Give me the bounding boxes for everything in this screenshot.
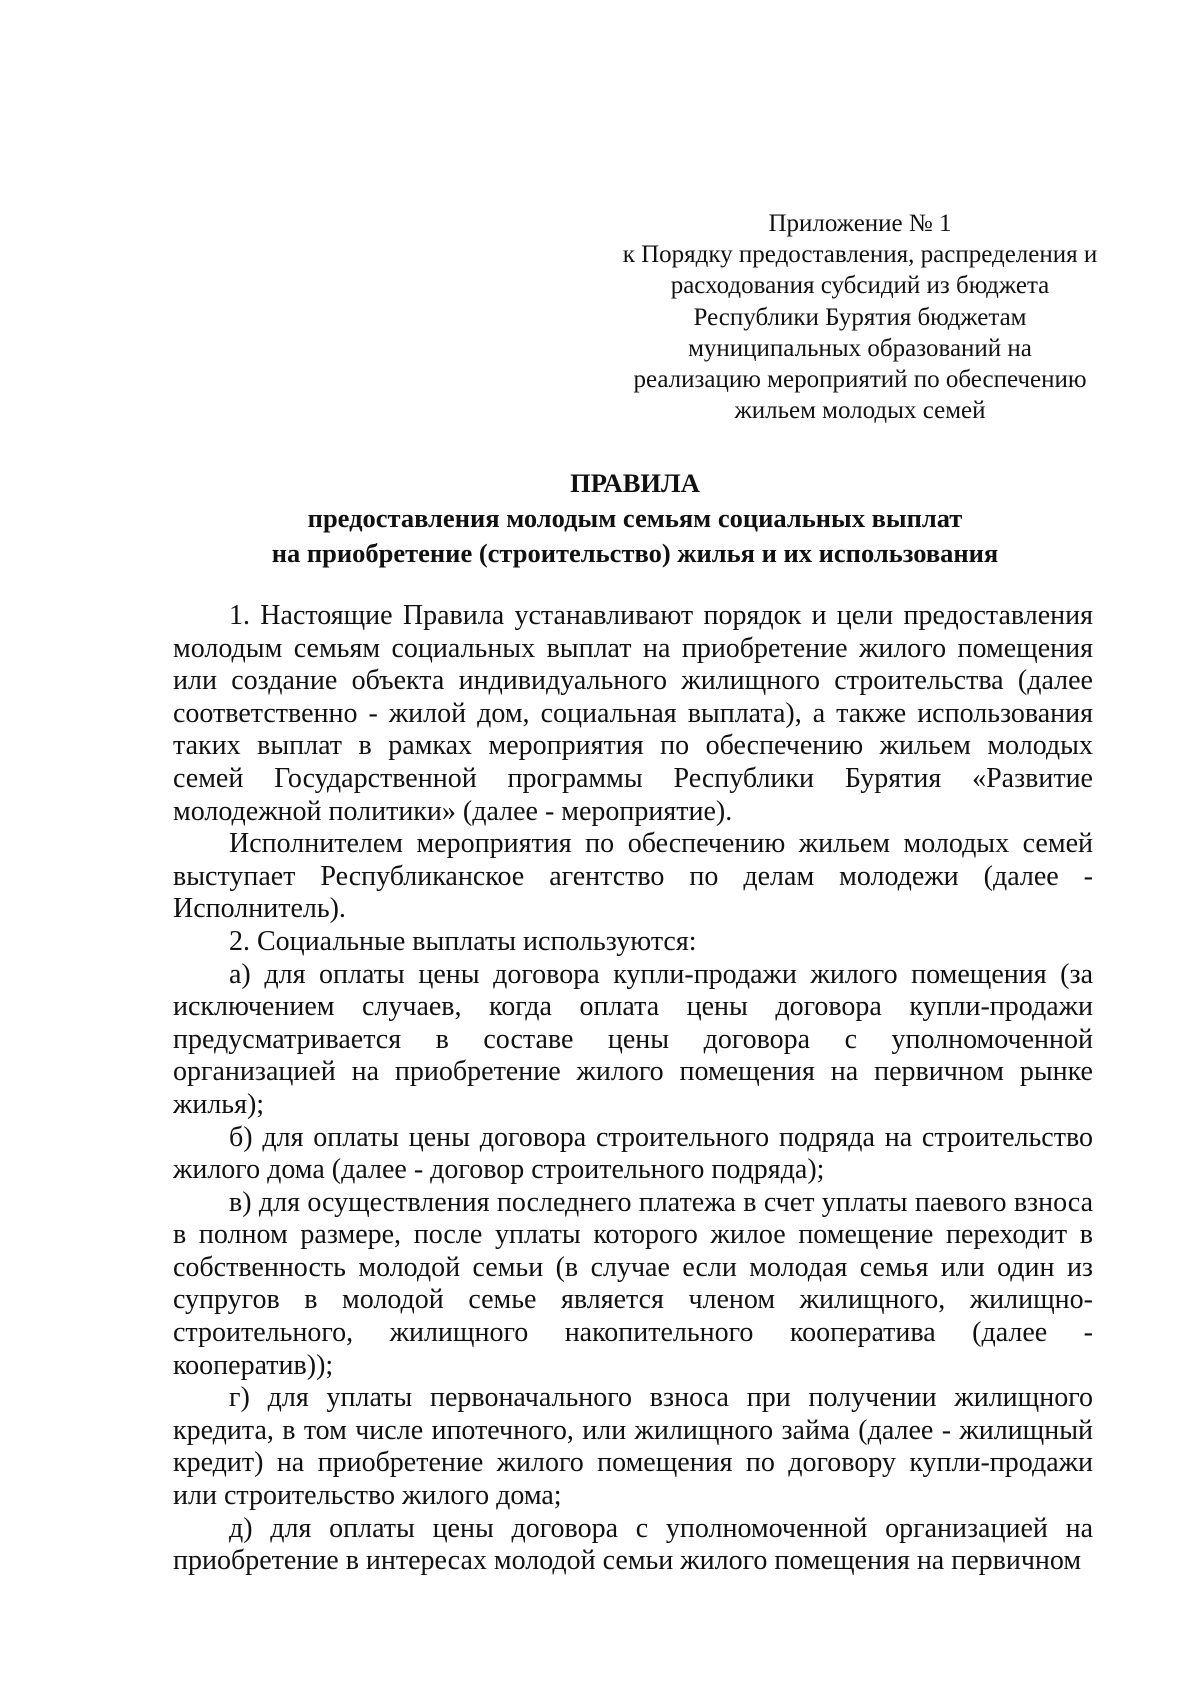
annex-header: [610, 208, 1110, 426]
annex-line: муниципальных образований на: [688, 334, 1032, 362]
annex-line: расходования субсидий из бюджета: [670, 272, 1050, 300]
paragraph: б) для оплаты цены договора строительного подряда на строительство жилого дома (далее - договор строительного подряда);: [173, 1121, 1093, 1186]
annex-line: Приложение № 1: [768, 210, 952, 237]
paragraph: в) для осуществления последнего платежа в счет уплаты паевого взноса в полном размере, после уплаты которого жилое помещение переходит в собственность молодой семьи (в случае если молодая семья или один из супругов в молодой семье является членом жилищного, жилищно-строительного, жилищного накопительного кооператива (далее - кооператив));: [173, 1186, 1093, 1381]
document-subtitle-line: на приобретение (строительство) жилья и их использования: [271, 538, 999, 568]
paragraph: а) для оплаты цены договора купли-продажи жилого помещения (за исключением случаев, когда оплата цены договора купли-продажи предусматривается в составе цены договора с уполномоченной организацией на приобретение жилого помещения на первичном рынке жилья);: [173, 958, 1093, 1120]
paragraph: 1. Настоящие Правила устанавливают порядок и цели предоставления молодым семьям социальных выплат на приобретение жилого помещения или создание объекта индивидуального жилищного строительства (далее соответственно - жилой дом, социальная выплата), а также использования таких выплат в рамках мероприятия по обеспечению жильем молодых семей Государственной программы Республики Бурятия «Развитие молодежной политики» (далее - мероприятие).: [173, 600, 1093, 827]
document-subtitle-line: предоставления молодым семьям социальных выплат: [307, 503, 963, 533]
paragraph: д) для оплаты цены договора с уполномоченной организацией на приобретение в интересах молодой семьи жилого помещения на первичном: [173, 1512, 1093, 1577]
document-body: [173, 600, 1093, 1578]
paragraph: 2. Социальные выплаты используются:: [229, 925, 697, 957]
annex-line: к Порядку предоставления, распределения и: [622, 241, 1098, 269]
document-title-block: [160, 466, 1110, 571]
document-title: ПРАВИЛА: [570, 468, 700, 498]
paragraph: Исполнителем мероприятия по обеспечению жильем молодых семей выступает Республиканское агентство по делам молодежи (далее - Исполнитель).: [173, 828, 1093, 925]
annex-line: Республики Бурятия бюджетам: [693, 303, 1027, 331]
paragraph: г) для уплаты первоначального взноса при получении жилищного кредита, в том числе ипотечного, или жилищного займа (далее - жилищный кредит) на приобретение жилого помещения по договору купли-продажи или строительство жилого дома;: [173, 1382, 1093, 1512]
annex-line: реализацию мероприятий по обеспечению: [633, 366, 1087, 394]
annex-line: жильем молодых семей: [734, 397, 986, 425]
